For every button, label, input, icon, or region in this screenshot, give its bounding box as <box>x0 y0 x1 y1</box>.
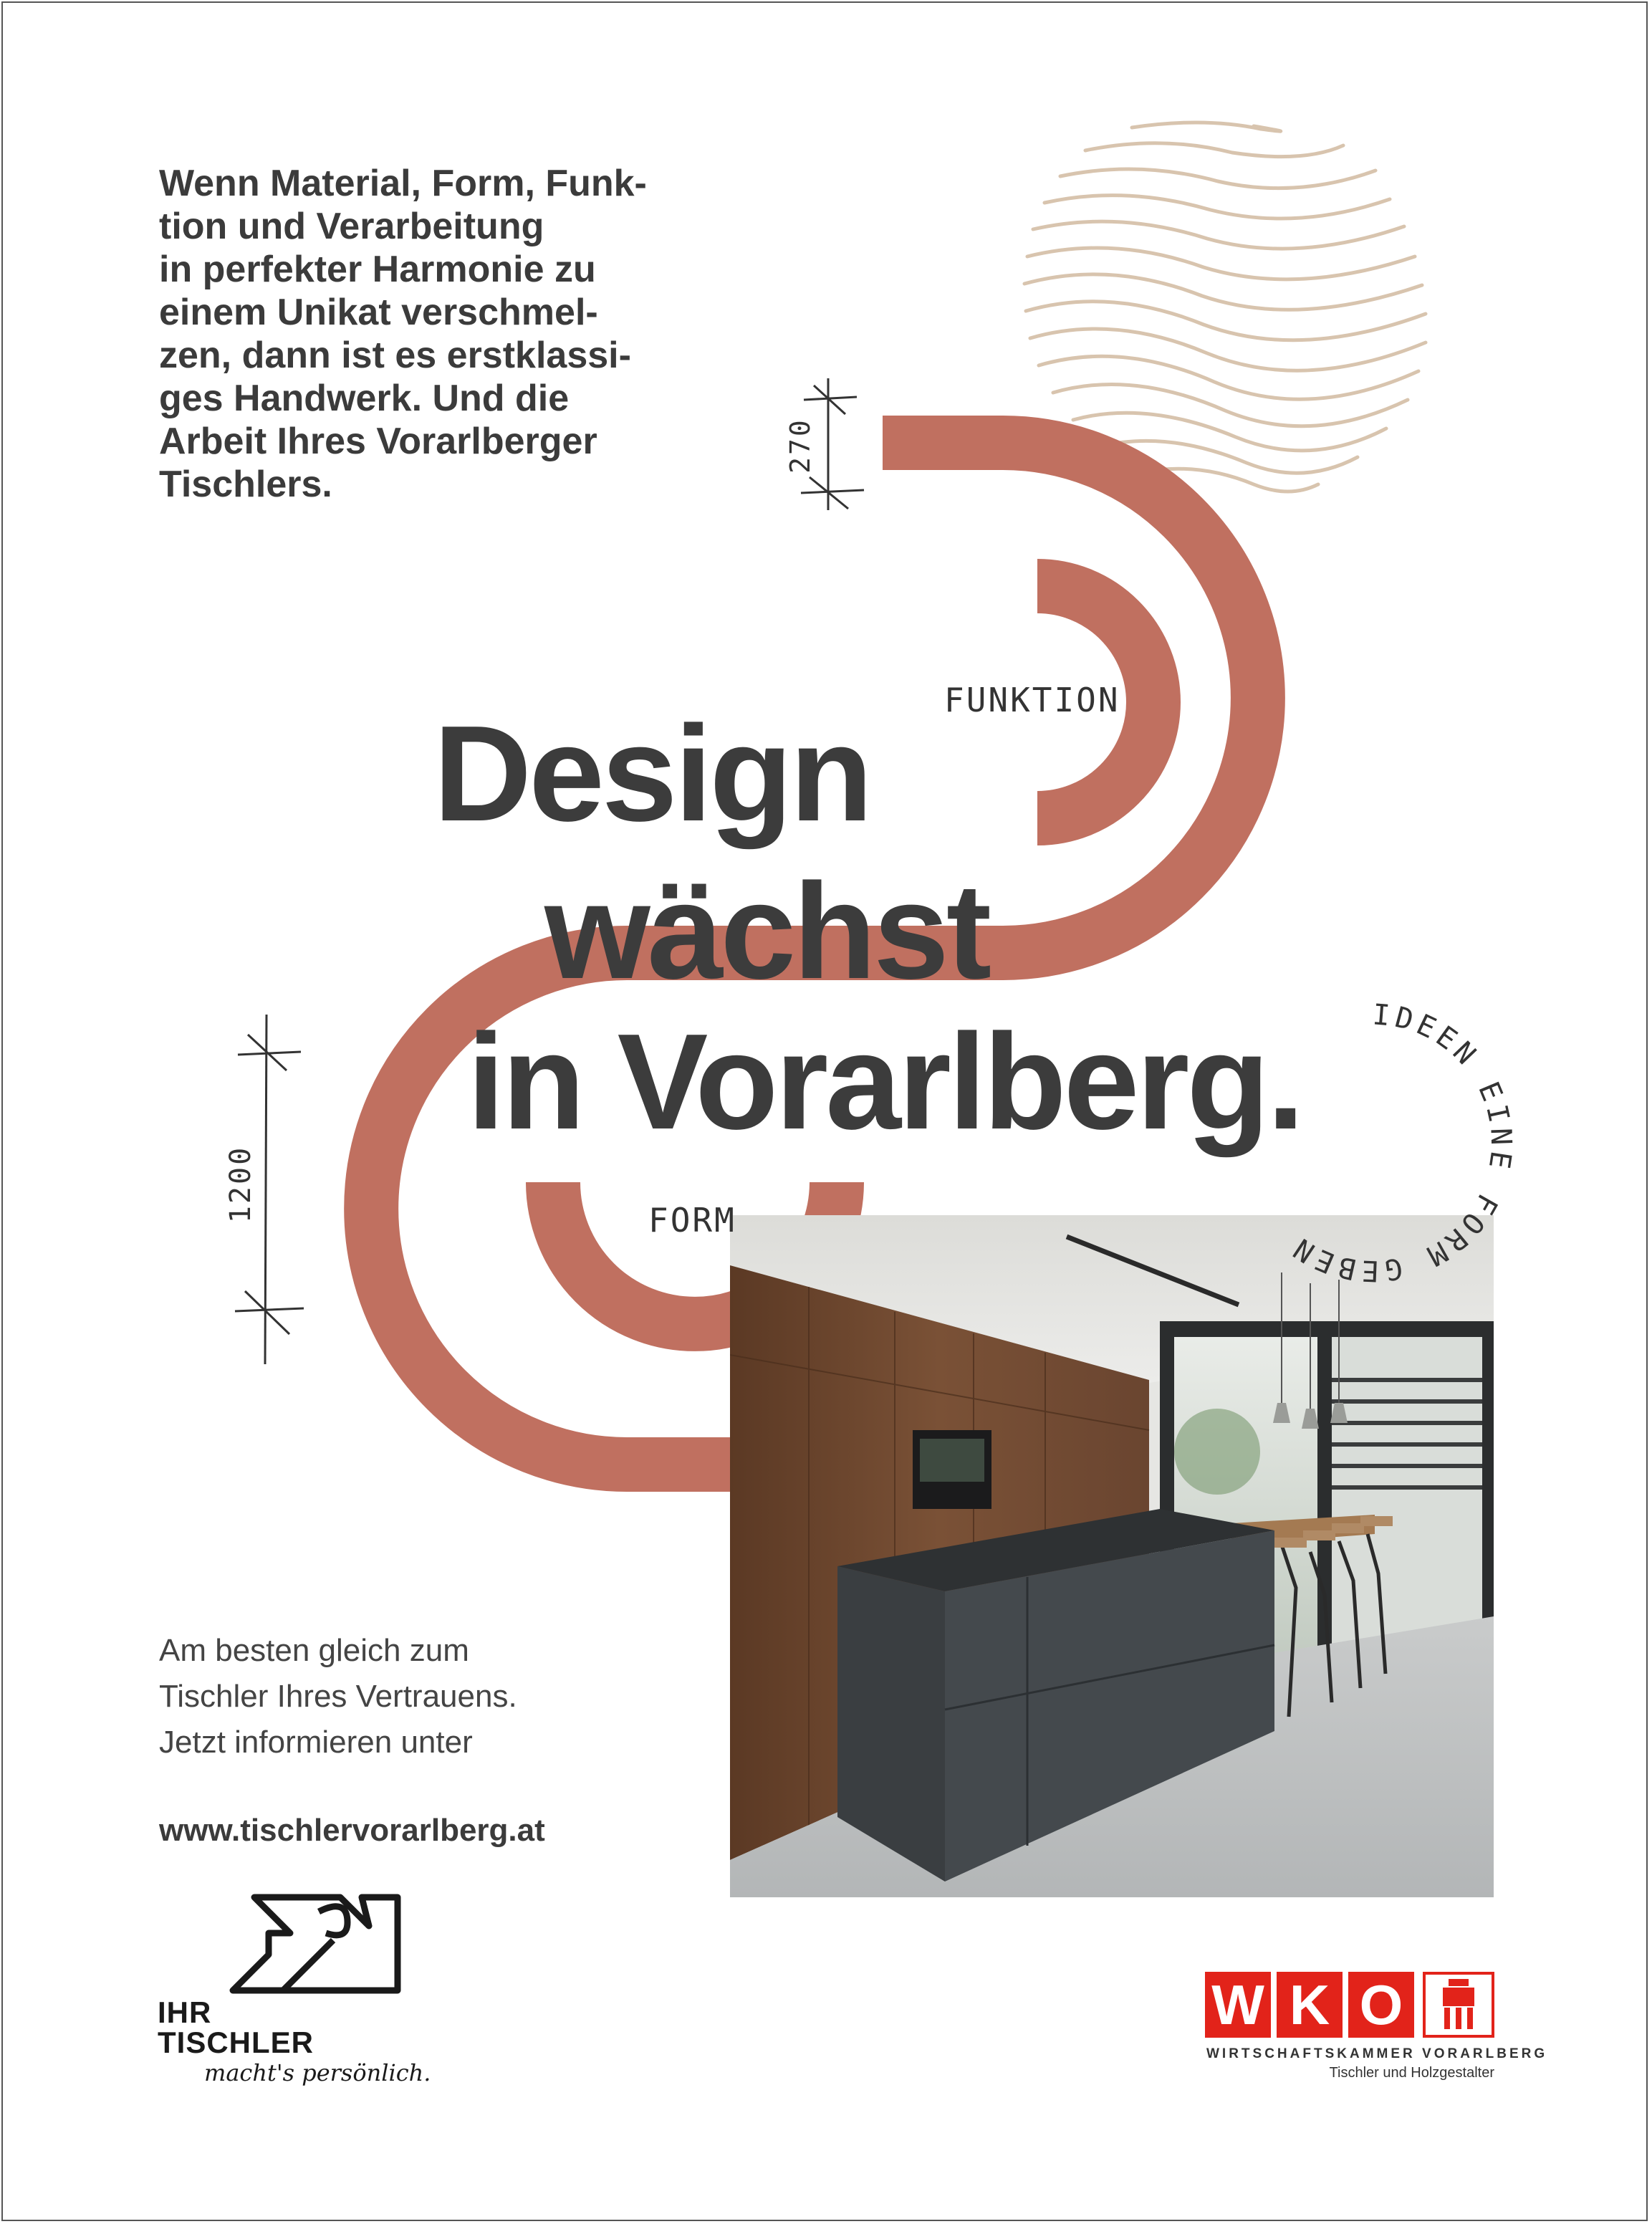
website-link[interactable]: www.tischlervorarlberg.at <box>159 1813 545 1848</box>
wko-logo <box>1205 1972 1548 2086</box>
intro-line: zen, dann ist es erstklassi- <box>159 335 631 376</box>
cta-line: Am besten gleich zum <box>159 1633 469 1668</box>
headline-line-1: Design <box>433 698 870 850</box>
wko-department: Tischler und Holzgestalter <box>1329 2065 1494 2081</box>
dimension-label-top: 270 <box>784 418 816 474</box>
cta-line: Jetzt informieren unter <box>159 1725 473 1760</box>
wko-subtitle: WIRTSCHAFTSKAMMER VORARLBERG <box>1206 2046 1548 2061</box>
wko-letter-w: W <box>1205 1972 1271 2038</box>
wko-letter-o: O <box>1348 1972 1414 2038</box>
intro-line: Arbeit Ihres Vorarlberger <box>159 421 597 462</box>
svg-text:IDEEN EINE FORM GEBEN <box>1284 998 1517 1287</box>
circular-text-badge <box>1218 960 1562 1333</box>
intro-line: einem Unikat verschmel- <box>159 292 598 333</box>
vorarlberg-coat-of-arms-icon <box>1423 1972 1494 2038</box>
intro-line: tion und Verarbeitung <box>159 206 544 247</box>
carpenter-plane-icon <box>226 1883 405 2005</box>
circular-text: IDEEN EINE FORM GEBEN <box>1284 998 1518 1288</box>
headline-line-2: wächst <box>544 855 989 1007</box>
intro-line: Tischlers. <box>159 464 332 505</box>
dimension-label-left: 1200 <box>224 1145 258 1224</box>
cta-text <box>159 1628 517 1765</box>
intro-line: ges Handwerk. Und die <box>159 378 570 419</box>
intro-line: in perfekter Harmonie zu <box>159 249 596 290</box>
ihr-label: IHR <box>158 1995 212 2029</box>
intro-line: Wenn Material, Form, Funk- <box>159 163 647 204</box>
ihr-tischler-logo <box>154 1883 441 2084</box>
form-label: FORM <box>648 1201 736 1240</box>
cta-line: Tischler Ihres Vertrauens. <box>159 1679 517 1714</box>
headline-line-3: in Vorarlberg. <box>467 1006 1302 1158</box>
intro-paragraph <box>159 162 732 506</box>
tischler-label: TISCHLER <box>158 2026 314 2059</box>
funktion-label: FUNKTION <box>944 681 1120 719</box>
wko-letter-k: K <box>1277 1972 1343 2038</box>
ihr-tischler-tagline: macht's persönlich. <box>204 2059 431 2086</box>
